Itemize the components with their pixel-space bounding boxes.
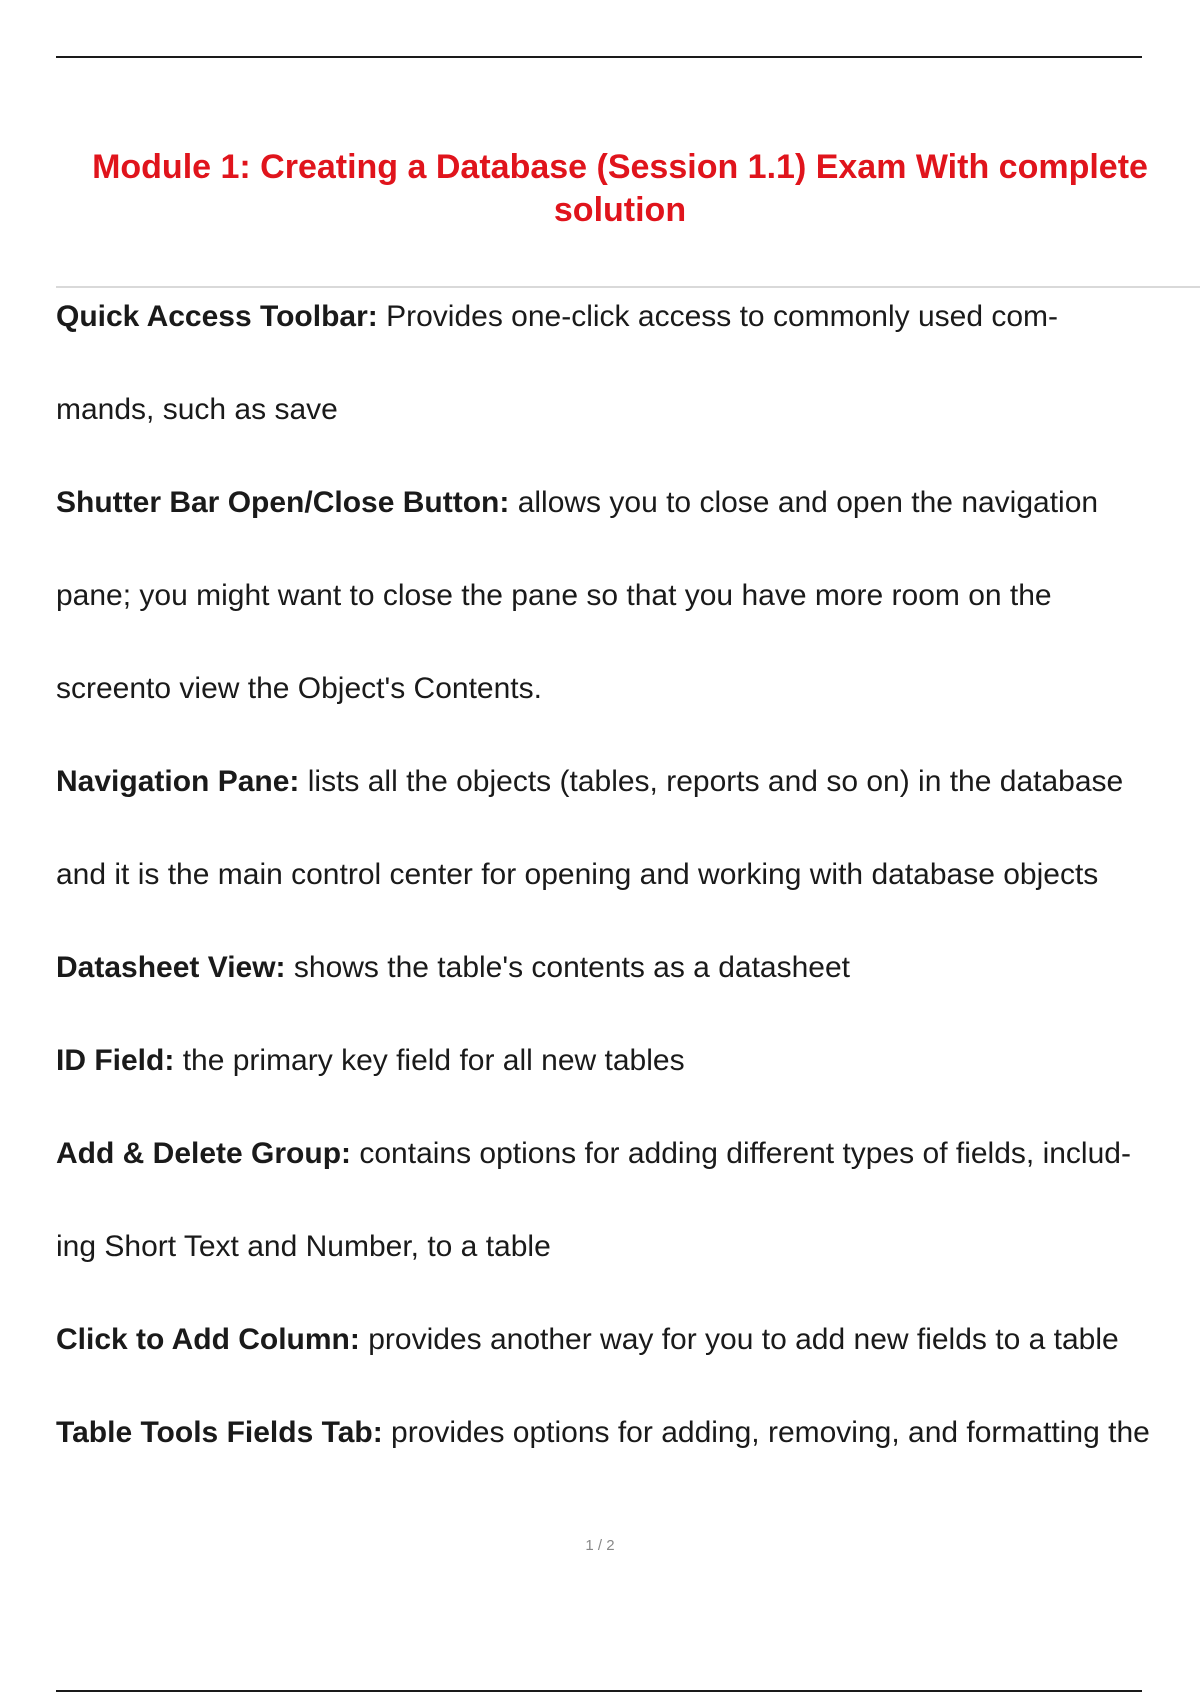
definition-entry-add-delete-group xyxy=(56,1107,1200,1200)
definition-term: Datasheet View: xyxy=(56,951,286,984)
bottom-rule xyxy=(56,1690,1142,1692)
title-line-2: solution xyxy=(553,191,687,229)
definition-entry-shutter-bar xyxy=(56,456,1200,549)
definition-text: the primary key field for all new tables xyxy=(182,1044,685,1077)
definition-continuation xyxy=(56,642,1200,735)
definition-text: screento view the Object's Contents. xyxy=(56,672,542,705)
definition-text: allows you to close and open the navigation xyxy=(517,486,1099,519)
definitions-list xyxy=(56,270,1200,1479)
definition-text: and it is the main control center for opening and working with database objects xyxy=(56,858,1099,891)
definition-text: pane; you might want to close the pane so that you have more room on the xyxy=(56,579,1052,612)
definition-term: Add & Delete Group: xyxy=(56,1137,352,1170)
definition-text: ing Short Text and Number, to a table xyxy=(56,1230,551,1263)
definition-entry-quick-access-toolbar xyxy=(56,270,1200,363)
definition-continuation xyxy=(56,828,1200,921)
definition-continuation xyxy=(56,363,1200,456)
definition-term: Click to Add Column: xyxy=(56,1323,360,1356)
top-rule xyxy=(56,56,1142,58)
definition-entry-navigation-pane xyxy=(56,735,1200,828)
definition-term: ID Field: xyxy=(56,1044,175,1077)
definition-text: Provides one-click access to commonly used com- xyxy=(386,300,1059,333)
definition-entry-id-field xyxy=(56,1014,1200,1107)
definition-text: provides another way for you to add new fields to a table xyxy=(368,1323,1119,1356)
definition-term: Navigation Pane: xyxy=(56,765,300,798)
page-number: 1 / 2 xyxy=(585,1537,615,1554)
definition-text: provides options for adding, removing, and formatting the xyxy=(391,1416,1150,1449)
definition-entry-table-tools-fields-tab xyxy=(56,1386,1200,1479)
definition-term: Shutter Bar Open/Close Button: xyxy=(56,486,510,519)
definition-continuation xyxy=(56,549,1200,642)
definition-entry-datasheet-view xyxy=(56,921,1200,1014)
definition-term: Table Tools Fields Tab: xyxy=(56,1416,383,1449)
title-line-1: Module 1: Creating a Database (Session 1.1) Exam With complete xyxy=(92,148,1148,186)
definition-text: lists all the objects (tables, reports and so on) in the database xyxy=(307,765,1124,798)
definition-text: shows the table's contents as a datasheet xyxy=(293,951,850,984)
definition-text: contains options for adding different types of fields, includ- xyxy=(359,1137,1131,1170)
document-title xyxy=(40,146,1200,232)
definition-term: Quick Access Toolbar: xyxy=(56,300,378,333)
definition-continuation xyxy=(56,1200,1200,1293)
definition-text: mands, such as save xyxy=(56,393,338,426)
definition-entry-click-to-add-column xyxy=(56,1293,1200,1386)
